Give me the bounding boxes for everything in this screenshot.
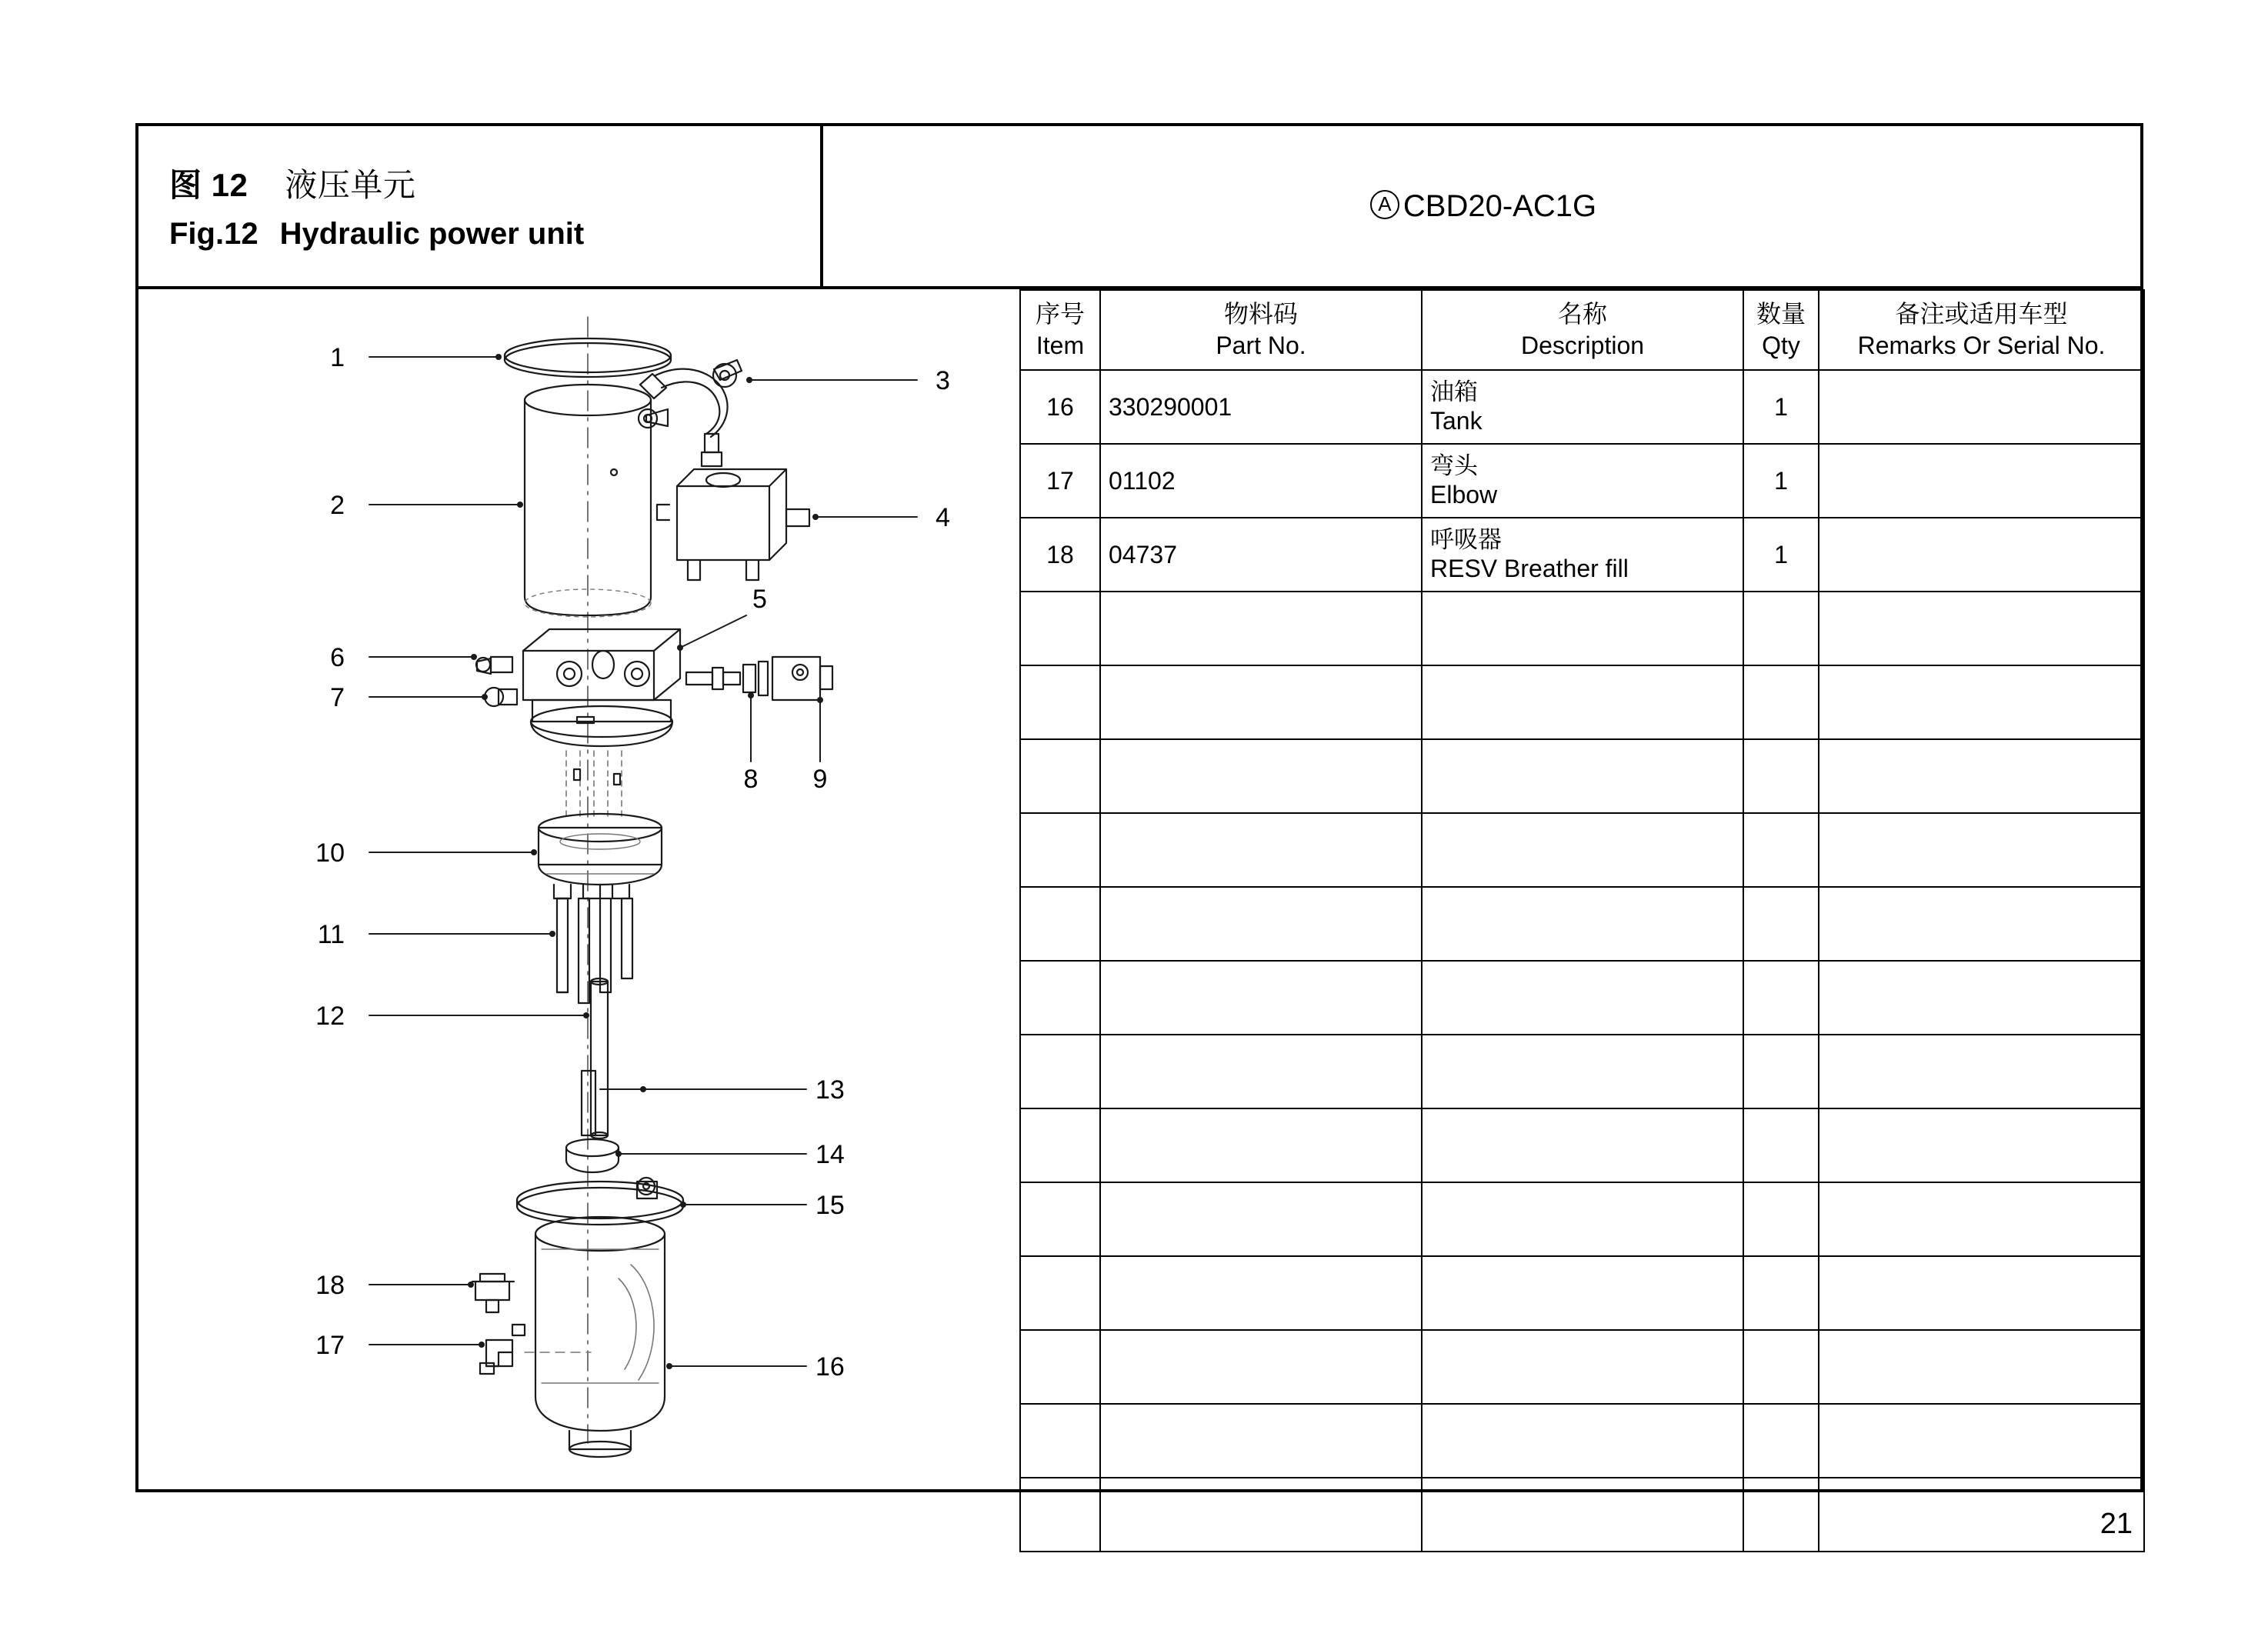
table-row <box>1020 887 2144 961</box>
cell-description <box>1422 739 1743 813</box>
cell-part-no: 04737 <box>1100 518 1422 592</box>
cell-part-no <box>1100 1108 1422 1182</box>
cell-remarks <box>1819 1478 2144 1552</box>
table-row <box>1020 1404 2144 1478</box>
cell-item <box>1020 1108 1100 1182</box>
cell-description <box>1422 665 1743 739</box>
cell-description <box>1422 1035 1743 1108</box>
callout-9: 9 <box>812 765 828 794</box>
cell-remarks <box>1819 444 2144 518</box>
cell-qty <box>1743 887 1819 961</box>
cell-remarks <box>1819 961 2144 1035</box>
figure-title-block <box>138 126 823 289</box>
cell-item <box>1020 961 1100 1035</box>
cell-remarks <box>1819 370 2144 444</box>
cell-part-no <box>1100 887 1422 961</box>
cell-description <box>1422 887 1743 961</box>
cell-part-no <box>1100 1256 1422 1330</box>
cell-remarks <box>1819 887 2144 961</box>
callout-14: 14 <box>815 1140 845 1169</box>
model-header <box>823 126 2143 289</box>
model-designation <box>1370 189 1596 224</box>
table-row <box>1020 1035 2144 1108</box>
cell-qty <box>1743 813 1819 887</box>
parts-list-table <box>1019 289 2145 1552</box>
table-row <box>1020 739 2144 813</box>
figure-title-english <box>169 217 584 252</box>
callout-5: 5 <box>752 585 767 614</box>
cell-part-no <box>1100 1330 1422 1404</box>
cell-remarks <box>1819 739 2144 813</box>
table-row <box>1020 592 2144 665</box>
cell-item <box>1020 739 1100 813</box>
cell-description <box>1422 1256 1743 1330</box>
cell-item: 16 <box>1020 370 1100 444</box>
cell-description: 弯头 Elbow <box>1422 444 1743 518</box>
cell-remarks <box>1819 592 2144 665</box>
column-header-remarks: 备注或适用车型 Remarks Or Serial No. <box>1819 290 2144 370</box>
cell-part-no <box>1100 1478 1422 1552</box>
cell-description <box>1422 813 1743 887</box>
cell-description <box>1422 1478 1743 1552</box>
cell-qty <box>1743 665 1819 739</box>
callout-3: 3 <box>936 366 950 395</box>
cell-qty <box>1743 961 1819 1035</box>
cell-description <box>1422 1108 1743 1182</box>
column-header-part-no: 物料码 Part No. <box>1100 290 1422 370</box>
cell-remarks <box>1819 1108 2144 1182</box>
figure-name-cn: 液压单元 <box>285 167 416 203</box>
figure-number-cn: 图 12 <box>169 167 248 203</box>
cell-part-no: 01102 <box>1100 444 1422 518</box>
cell-part-no <box>1100 665 1422 739</box>
cell-part-no <box>1100 961 1422 1035</box>
cell-part-no <box>1100 1404 1422 1478</box>
table-row <box>1020 813 2144 887</box>
cell-item <box>1020 1404 1100 1478</box>
cell-description <box>1422 961 1743 1035</box>
cell-remarks <box>1819 813 2144 887</box>
model-code: CBD20-AC1G <box>1402 188 1597 223</box>
circled-a-icon: A <box>1370 190 1399 219</box>
callout-13: 13 <box>815 1075 845 1105</box>
cell-description: 油箱 Tank <box>1422 370 1743 444</box>
column-header-description: 名称 Description <box>1422 290 1743 370</box>
cell-item <box>1020 1330 1100 1404</box>
callout-11: 11 <box>317 920 345 949</box>
cell-qty <box>1743 1330 1819 1404</box>
table-row <box>1020 444 2144 518</box>
cell-part-no: 330290001 <box>1100 370 1422 444</box>
callout-16: 16 <box>815 1352 845 1382</box>
table-header-row <box>1020 290 2144 370</box>
cell-description: 呼吸器 RESV Breather fill <box>1422 518 1743 592</box>
cell-item <box>1020 887 1100 961</box>
cell-item <box>1020 1182 1100 1256</box>
cell-description <box>1422 1404 1743 1478</box>
cell-qty: 1 <box>1743 518 1819 592</box>
callout-12: 12 <box>315 1002 345 1031</box>
figure-number-en: Fig.12 <box>169 217 258 251</box>
callout-4: 4 <box>936 503 950 532</box>
page-frame <box>135 123 2143 1492</box>
figure-title-chinese <box>169 160 415 206</box>
table-row <box>1020 518 2144 592</box>
cell-remarks <box>1819 665 2144 739</box>
cell-item <box>1020 1256 1100 1330</box>
cell-remarks <box>1819 1182 2144 1256</box>
page-number: 21 <box>2100 1508 2133 1540</box>
column-header-item: 序号 Item <box>1020 290 1100 370</box>
cell-remarks <box>1819 1035 2144 1108</box>
cell-item <box>1020 813 1100 887</box>
cell-qty: 1 <box>1743 370 1819 444</box>
cell-part-no <box>1100 1035 1422 1108</box>
cell-qty <box>1743 1404 1819 1478</box>
cell-qty <box>1743 592 1819 665</box>
cell-remarks <box>1819 1256 2144 1330</box>
column-header-qty: 数量 Qty <box>1743 290 1819 370</box>
cell-remarks <box>1819 1404 2144 1478</box>
cell-remarks <box>1819 1330 2144 1404</box>
table-row <box>1020 961 2144 1035</box>
callout-8: 8 <box>743 765 759 794</box>
table-row <box>1020 370 2144 444</box>
parts-list-table-container <box>1019 289 2143 1492</box>
callout-1: 1 <box>330 343 345 372</box>
cell-qty: 1 <box>1743 444 1819 518</box>
table-row <box>1020 665 2144 739</box>
cell-qty <box>1743 1478 1819 1552</box>
table-row <box>1020 1478 2144 1552</box>
cell-qty <box>1743 1035 1819 1108</box>
table-row <box>1020 1330 2144 1404</box>
cell-qty <box>1743 1256 1819 1330</box>
callout-10: 10 <box>315 838 345 868</box>
cell-item <box>1020 1035 1100 1108</box>
cell-description <box>1422 1182 1743 1256</box>
figure-name-en: Hydraulic power unit <box>279 217 585 251</box>
callout-17: 17 <box>315 1331 345 1360</box>
table-row <box>1020 1182 2144 1256</box>
cell-part-no <box>1100 813 1422 887</box>
cell-remarks <box>1819 518 2144 592</box>
cell-part-no <box>1100 739 1422 813</box>
cell-part-no <box>1100 1182 1422 1256</box>
table-row <box>1020 1108 2144 1182</box>
callout-7: 7 <box>330 683 345 712</box>
callout-18: 18 <box>315 1271 345 1300</box>
cell-item: 18 <box>1020 518 1100 592</box>
table-row <box>1020 1256 2144 1330</box>
cell-qty <box>1743 1108 1819 1182</box>
cell-item <box>1020 665 1100 739</box>
exploded-view-drawing <box>138 289 1019 1492</box>
callout-15: 15 <box>815 1191 845 1220</box>
callout-6: 6 <box>330 643 345 672</box>
cell-item: 17 <box>1020 444 1100 518</box>
cell-qty <box>1743 739 1819 813</box>
cell-description <box>1422 1330 1743 1404</box>
exploded-assembly-illustration <box>138 289 1019 1492</box>
cell-description <box>1422 592 1743 665</box>
cell-item <box>1020 592 1100 665</box>
cell-item <box>1020 1478 1100 1552</box>
callout-2: 2 <box>330 491 345 520</box>
cell-qty <box>1743 1182 1819 1256</box>
cell-part-no <box>1100 592 1422 665</box>
